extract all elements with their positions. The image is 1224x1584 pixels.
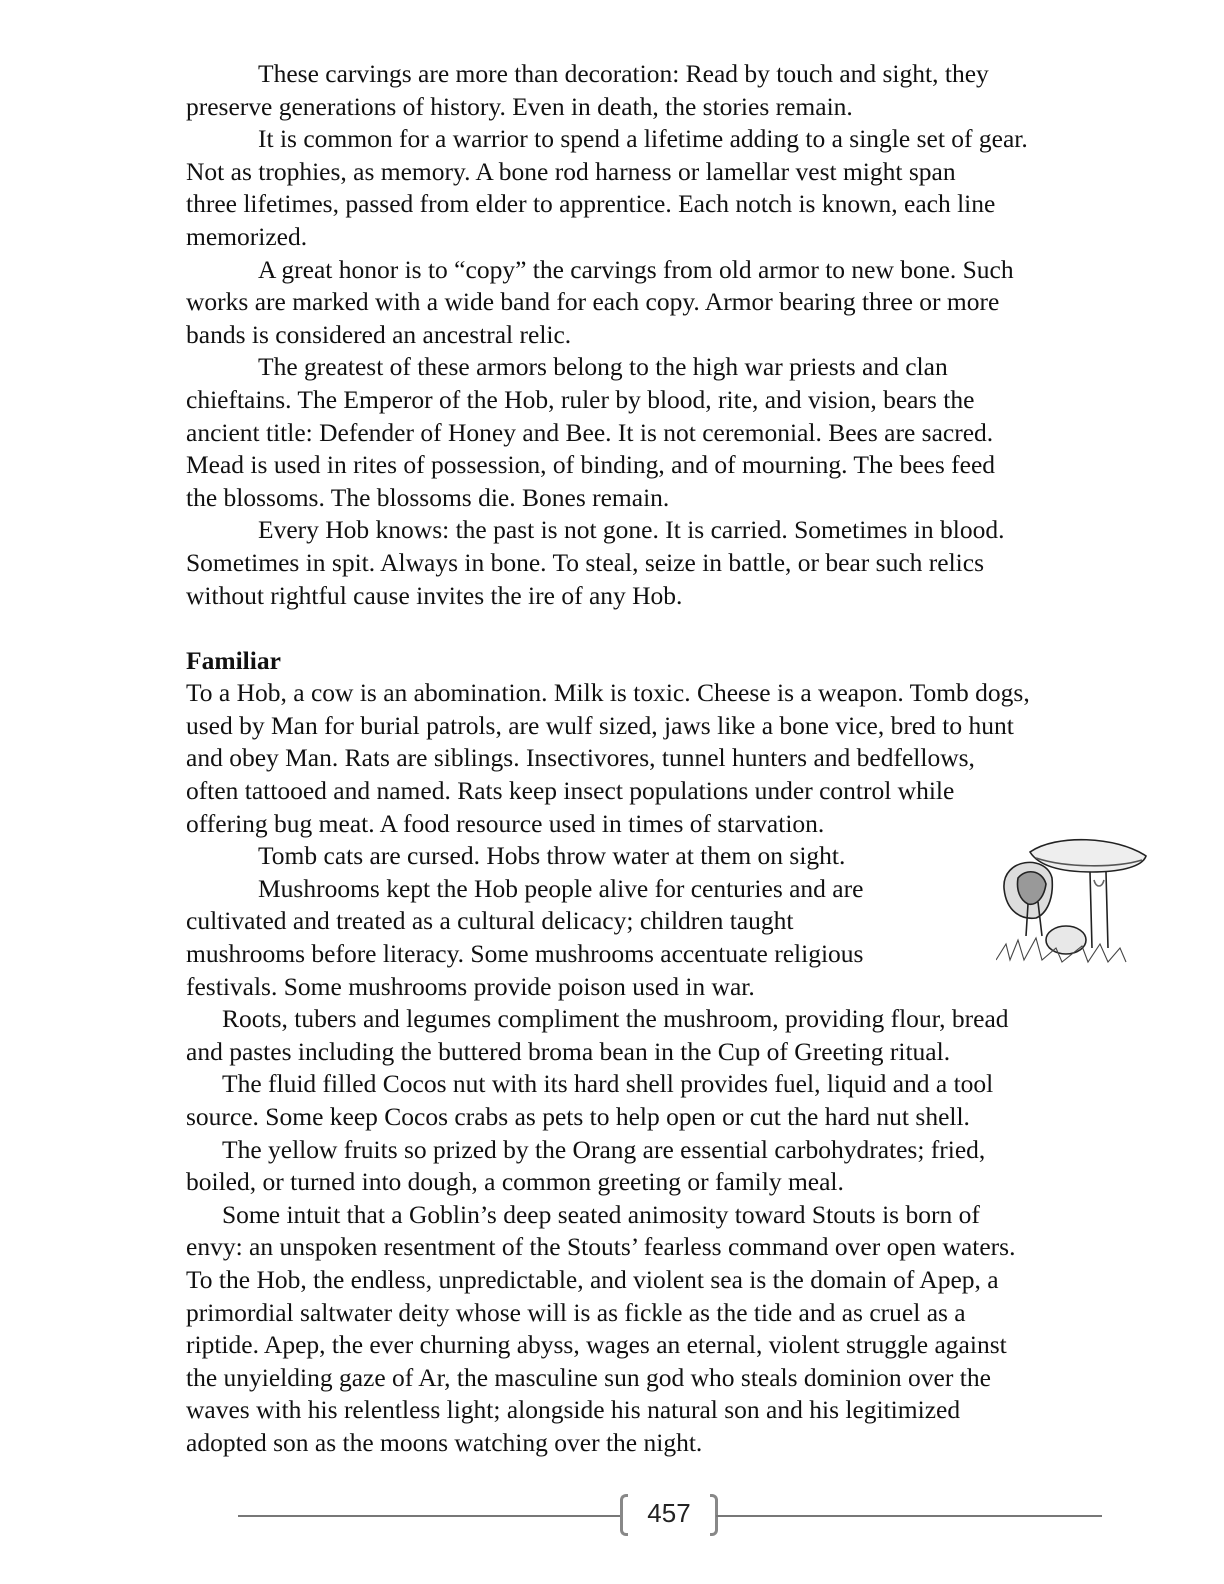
text-line: boiled, or turned into dough, a common greeting or family meal. xyxy=(186,1167,844,1197)
paragraph xyxy=(186,58,1166,123)
text-line: primordial saltwater deity whose will is as fickle as the tide and as cruel as a xyxy=(186,1297,966,1327)
paragraph xyxy=(186,677,1166,840)
text-line: chieftains. The Emperor of the Hob, ruler by blood, rite, and vision, bears the xyxy=(186,384,975,414)
paragraph xyxy=(186,351,1166,514)
text-line: To a Hob, a cow is an abomination. Milk is toxic. Cheese is a weapon. Tomb dogs, xyxy=(186,678,1030,708)
text-line: The yellow fruits so prized by the Orang are essential carbohydrates; fried, xyxy=(222,1134,986,1164)
paragraph xyxy=(186,514,1166,612)
text-line: and obey Man. Rats are siblings. Insectivores, tunnel hunters and bedfellows, xyxy=(186,743,975,773)
mushroom-illustration xyxy=(996,828,1152,974)
text-line: preserve generations of history. Even in death, the stories remain. xyxy=(186,91,853,121)
footer-rule-left xyxy=(238,1515,622,1517)
text-line: mushrooms before literacy. Some mushrooms accentuate religious xyxy=(186,939,864,969)
text-line: bands is considered an ancestral relic. xyxy=(186,319,572,349)
text-line: offering bug meat. A food resource used in times of starvation. xyxy=(186,808,825,838)
paragraph xyxy=(186,1068,1166,1133)
text-line: Mead is used in rites of possession, of binding, and of mourning. The bees feed xyxy=(186,450,996,480)
footer-rule-right xyxy=(716,1515,1102,1517)
text-line: riptide. Apep, the ever churning abyss, wages an eternal, violent struggle against xyxy=(186,1330,1007,1360)
spacer xyxy=(186,612,1166,645)
paragraph xyxy=(186,1199,1166,1460)
paragraph xyxy=(186,123,1166,253)
text-line: and pastes including the buttered broma bean in the Cup of Greeting ritual. xyxy=(186,1036,951,1066)
text-line: It is common for a warrior to spend a lifetime adding to a single set of gear. xyxy=(258,124,1028,154)
text-line: memorized. xyxy=(186,221,308,251)
text-line: Sometimes in spit. Always in bone. To steal, seize in battle, or bear such relics xyxy=(186,547,984,577)
text-line: often tattooed and named. Rats keep insect populations under control while xyxy=(186,776,955,806)
text-line: three lifetimes, passed from elder to apprentice. Each notch is known, each line xyxy=(186,189,996,219)
text-line: works are marked with a wide band for each copy. Armor bearing three or more xyxy=(186,287,1000,317)
text-line: used by Man for burial patrols, are wulf sized, jaws like a bone vice, bred to hunt xyxy=(186,710,1014,740)
text-line: Every Hob knows: the past is not gone. It is carried. Sometimes in blood. xyxy=(258,515,1005,545)
page-number: 457 xyxy=(647,1498,691,1528)
text-line: ancient title: Defender of Honey and Bee. It is not ceremonial. Bees are sacred. xyxy=(186,417,994,447)
text-line: the unyielding gaze of Ar, the masculine sun god who steals dominion over the xyxy=(186,1362,991,1392)
text-line: To the Hob, the endless, unpredictable, and violent sea is the domain of Apep, a xyxy=(186,1264,999,1294)
heading-text: Familiar xyxy=(186,645,281,675)
text-line: source. Some keep Cocos crabs as pets to help open or cut the hard nut shell. xyxy=(186,1102,970,1131)
paragraph xyxy=(186,1003,1166,1068)
paragraph xyxy=(186,254,1166,352)
page-footer xyxy=(238,1494,1102,1538)
text-line: the blossoms. The blossoms die. Bones remain. xyxy=(186,482,670,512)
text-line: The greatest of these armors belong to the high war priests and clan xyxy=(258,352,948,382)
paragraph xyxy=(186,1134,1166,1199)
text-line: festivals. Some mushrooms provide poison used in war. xyxy=(186,971,755,1001)
text-line: Mushrooms kept the Hob people alive for centuries and are xyxy=(258,873,864,903)
page-body xyxy=(186,58,1166,1460)
text-line: without rightful cause invites the ire of any Hob. xyxy=(186,580,683,610)
text-line: Some intuit that a Goblin’s deep seated animosity toward Stouts is born of xyxy=(222,1199,980,1229)
text-line: cultivated and treated as a cultural delicacy; children taught xyxy=(186,906,794,936)
text-line: Not as trophies, as memory. A bone rod harness or lamellar vest might span xyxy=(186,156,956,186)
text-line: These carvings are more than decoration: Read by touch and sight, they xyxy=(258,59,989,88)
text-line: adopted son as the moons watching over the night. xyxy=(186,1427,703,1457)
section-heading xyxy=(186,645,1166,678)
text-line: Roots, tubers and legumes compliment the mushroom, providing flour, bread xyxy=(222,1004,1009,1034)
text-line: A great honor is to “copy” the carvings from old armor to new bone. Such xyxy=(258,254,1014,284)
text-line: The fluid filled Cocos nut with its hard shell provides fuel, liquid and a tool xyxy=(222,1069,994,1099)
text-line xyxy=(186,612,1166,645)
text-line: waves with his relentless light; alongside his natural son and his legitimized xyxy=(186,1395,961,1425)
text-line: envy: an unspoken resentment of the Stouts’ fearless command over open waters. xyxy=(186,1232,1016,1262)
text-line: Tomb cats are cursed. Hobs throw water at them on sight. xyxy=(258,841,846,871)
left-bracket xyxy=(620,1494,628,1536)
